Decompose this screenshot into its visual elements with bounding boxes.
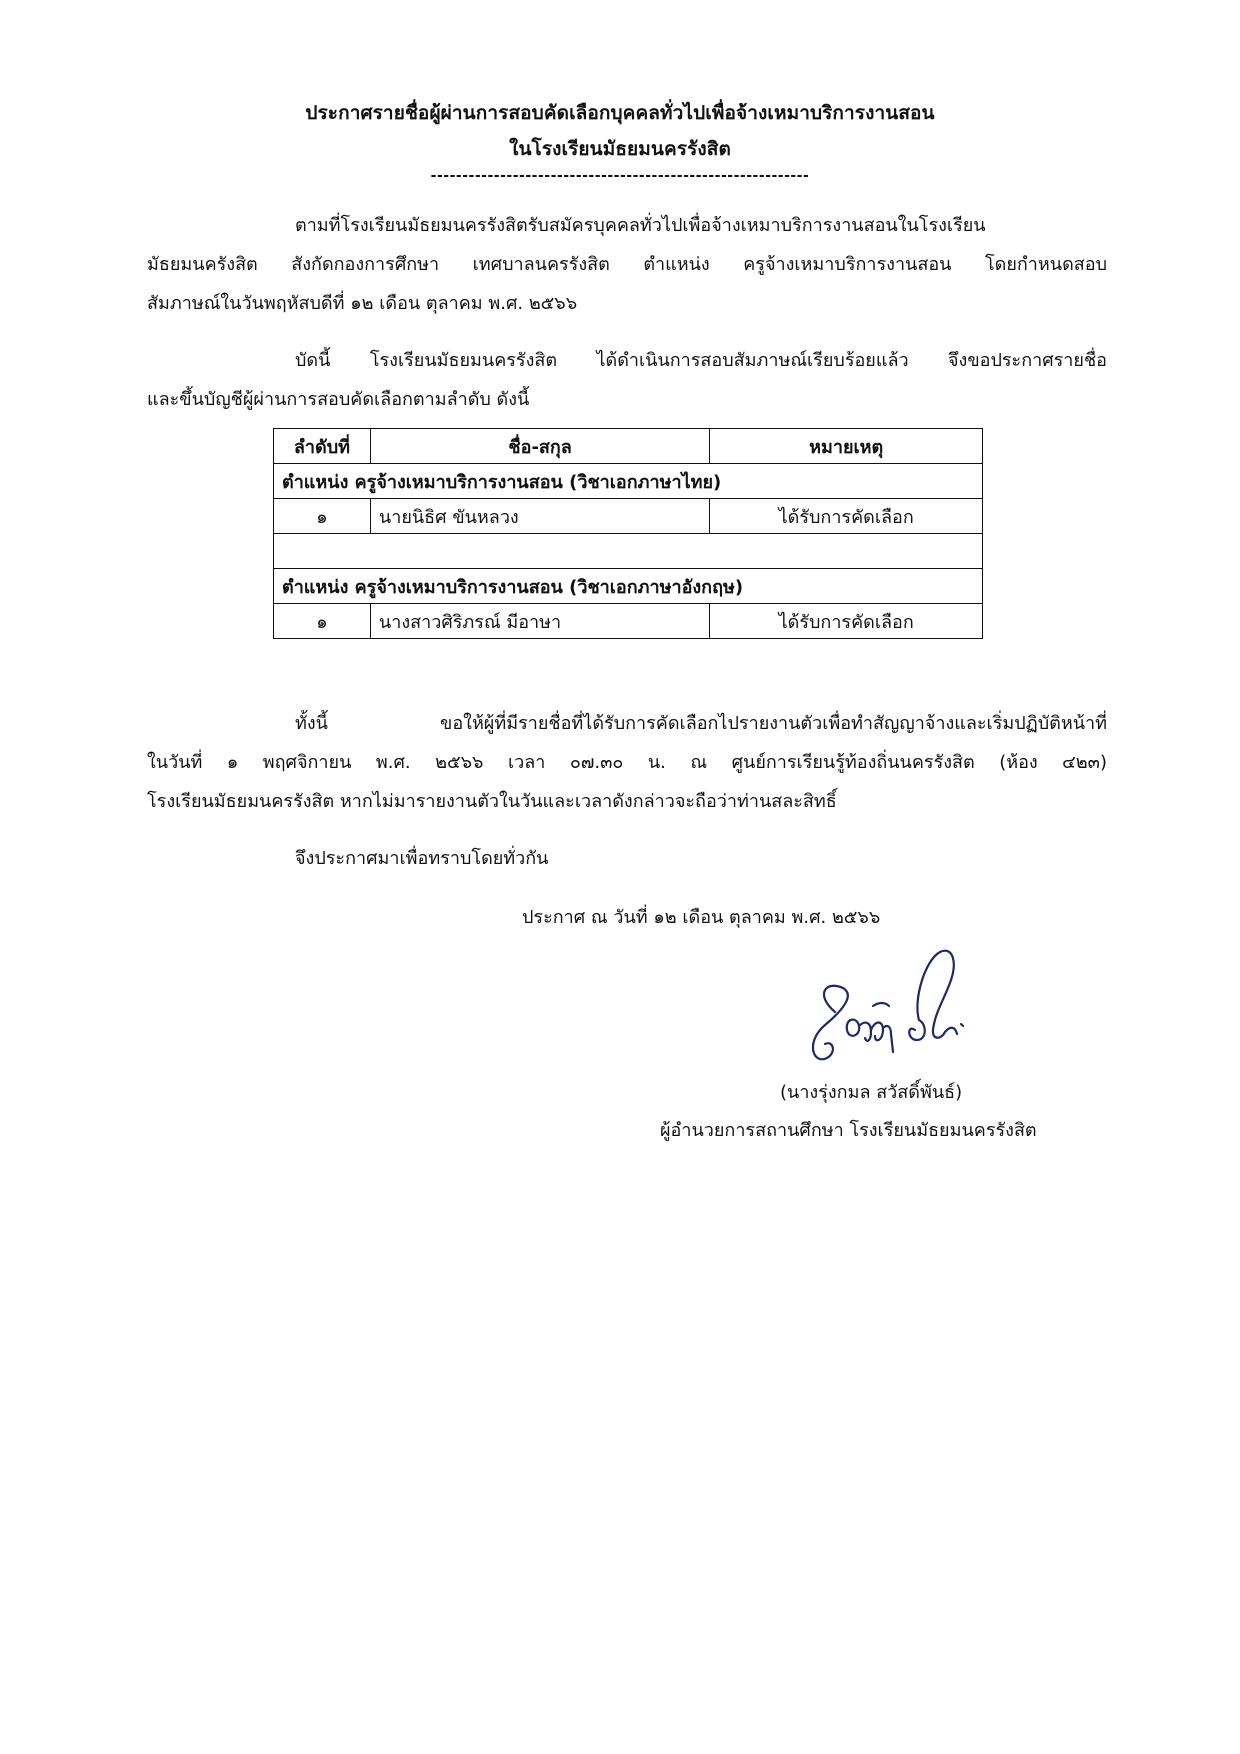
results-table [273, 428, 983, 639]
announcement-subtitle: ในโรงเรียนมัธยมนครรังสิต [509, 138, 731, 160]
table-row [274, 604, 983, 639]
row-name: นางสาวศิริภรณ์ มีอาษา [370, 604, 709, 639]
header-name: ชื่อ-สกุล [370, 429, 709, 464]
announcement-title: ประกาศรายชื่อผู้ผ่านการสอบคัดเลือกบุคคลทั่วไปเพื่อจ้างเหมาบริการงานสอน [305, 102, 935, 124]
header-note: หมายเหตุ [710, 429, 983, 464]
header-order: ลำดับที่ [274, 429, 371, 464]
row-name: นายนิธิศ ขันหลวง [370, 499, 709, 534]
empty-row [274, 534, 983, 569]
row-order: ๑ [274, 499, 371, 534]
row-note: ได้รับการคัดเลือก [710, 604, 983, 639]
group-row-thai [274, 464, 983, 499]
row-note: ได้รับการคัดเลือก [710, 499, 983, 534]
para1-line1: ตามที่โรงเรียนมัธยมนครรังสิตรับสมัครบุคคลทั่วไปเพื่อจ้างเหมาบริการงานสอนในโรงเรียน [295, 215, 986, 236]
table-row [274, 499, 983, 534]
table-header-row [274, 429, 983, 464]
empty-cell [274, 534, 983, 569]
signer-name: (นางรุ่งกมล สวัสดิ์พันธ์) [780, 1082, 963, 1103]
row-order: ๑ [274, 604, 371, 639]
signer-position: ผู้อำนวยการสถานศึกษา โรงเรียนมัธยมนครรังสิต [660, 1120, 1037, 1141]
para2-line2: และขึ้นบัญชีผู้ผ่านการสอบคัดเลือกตามลำดับ ดังนี้ [147, 389, 530, 410]
para3-line3: โรงเรียนมัธยมนครรังสิต หากไม่มารายงานตัวในวันและเวลาดังกล่าวจะถือว่าท่านสละสิทธิ์ [147, 791, 837, 812]
para3-line1: ทั้งนี้ ขอให้ผู้ที่มีรายชื่อที่ได้รับการคัดเลือกไปรายงานตัวเพื่อทำสัญญาจ้างและเริ่มปฏิบัติหน้าที่ [295, 713, 1107, 734]
para1-line3: สัมภาษณ์ในวันพฤหัสบดีที่ ๑๒ เดือน ตุลาคม พ.ศ. ๒๕๖๖ [147, 293, 578, 314]
closing-statement: จึงประกาศมาเพื่อทราบโดยทั่วกัน [295, 848, 549, 869]
announce-date: ประกาศ ณ วันที่ ๑๒ เดือน ตุลาคม พ.ศ. ๒๕๖๖ [522, 907, 881, 928]
para3-line2: ในวันที่ ๑ พฤศจิกายน พ.ศ. ๒๕๖๖ เวลา ๐๗.๓๐ น. ณ ศูนย์การเรียนรู้ท้องถิ่นนครรังสิต (ห้อง ๔๒๓) [147, 752, 1108, 773]
group-row-english [274, 569, 983, 604]
group-title-english: ตำแหน่ง ครูจ้างเหมาบริการงานสอน (วิชาเอกภาษาอังกฤษ) [274, 569, 983, 604]
handwritten-signature [795, 940, 995, 1080]
separator-line: ------------------------------------------------------------ [430, 168, 810, 184]
para2-line1: บัดนี้ โรงเรียนมัธยมนครรังสิต ได้ดำเนินการสอบสัมภาษณ์เรียบร้อยแล้ว จึงขอประกาศรายชื่อ [295, 350, 1107, 371]
para1-line2: มัธยมนครังสิต สังกัดกองการศึกษา เทศบาลนครรังสิต ตำแหน่ง ครูจ้างเหมาบริการงานสอน โดยกำหนดสอบ [147, 254, 1107, 275]
group-title-thai: ตำแหน่ง ครูจ้างเหมาบริการงานสอน (วิชาเอกภาษาไทย) [274, 464, 983, 499]
